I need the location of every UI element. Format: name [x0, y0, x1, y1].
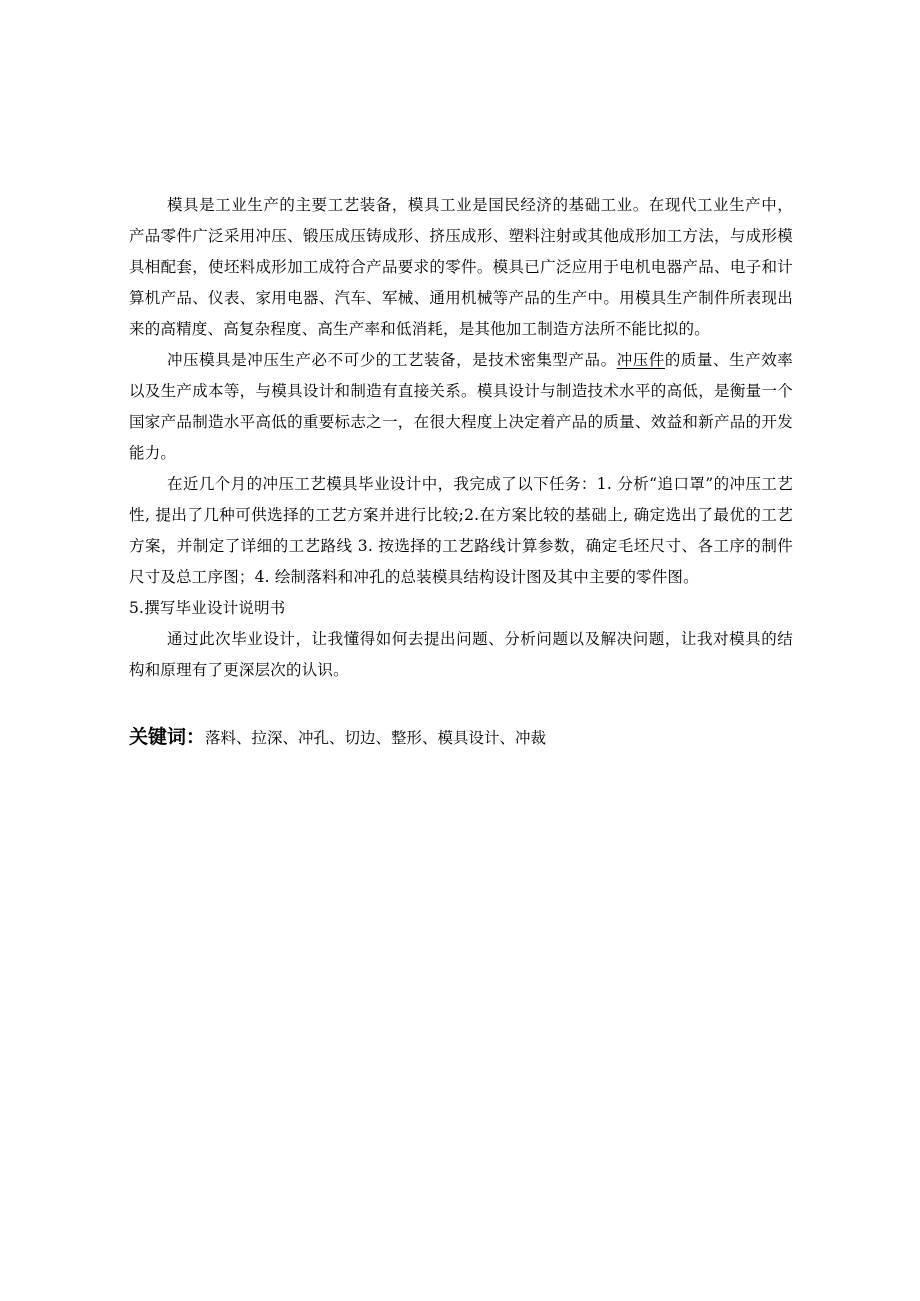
abstract-body — [129, 190, 793, 754]
paragraph-2-text-a: 冲压模具是冲压生产必不可少的工艺装备，是技术密集型产品。 — [167, 351, 617, 369]
paragraph-1: 模具是工业生产的主要工艺装备，模具工业是国民经济的基础工业。在现代工业生产中，产品零件广泛采用冲压、锻压成压铸成形、挤压成形、塑料注射或其他成形加工方法，与成形模具相配套，使坯料成形加工成符合产品要求的零件。模具已广泛应用于电机电器产品、电子和计算机产品、仪表、家用电器、汽车、军械、通用机械等产品的生产中。用模具生产制件所表现出来的高精度、高复杂程度、高生产率和低消耗，是其他加工制造方法所不能比拟的。 — [129, 196, 793, 338]
keywords-line — [129, 722, 793, 754]
paragraph-3: 在近几个月的冲压工艺模具毕业设计中，我完成了以下任务：1. 分析“追口罩”的冲压工艺性, 提出了几种可供选择的工艺方案并进行比较;2.在方案比较的基础上, 确定选出了最优的工艺方案，并制定了详细的工艺路线 3. 按选择的工艺路线计算参数，确定毛坯尺寸、各工序的制件尺寸及总工序图；4. 绘制落料和冲孔的总装模具结构设计图及其中主要的零件图。 — [129, 475, 793, 586]
stamped-part-link[interactable]: 冲压件 — [616, 351, 665, 369]
paragraph-2 — [129, 345, 793, 469]
keywords-text: 落料、拉深、冲孔、切边、整形、模具设计、冲裁 — [205, 729, 547, 747]
paragraph-3-tail: 5.撰写毕业设计说明书 — [129, 599, 286, 617]
keywords-label: 关键词： — [129, 726, 206, 748]
paragraph-2-text-b: 的质量、生产效率以及生产成本等，与模具设计和制造有直接关系。模具设计与制造技术水平的高低，是衡量一个国家产品制造水平高低的重要标志之一，在很大程度上决定着产品的质量、效益和新产品的开发能力。 — [129, 351, 793, 462]
paragraph-4: 通过此次毕业设计，让我懂得如何去提出问题、分析问题以及解决问题，让我对模具的结构和原理有了更深层次的认识。 — [129, 630, 793, 679]
